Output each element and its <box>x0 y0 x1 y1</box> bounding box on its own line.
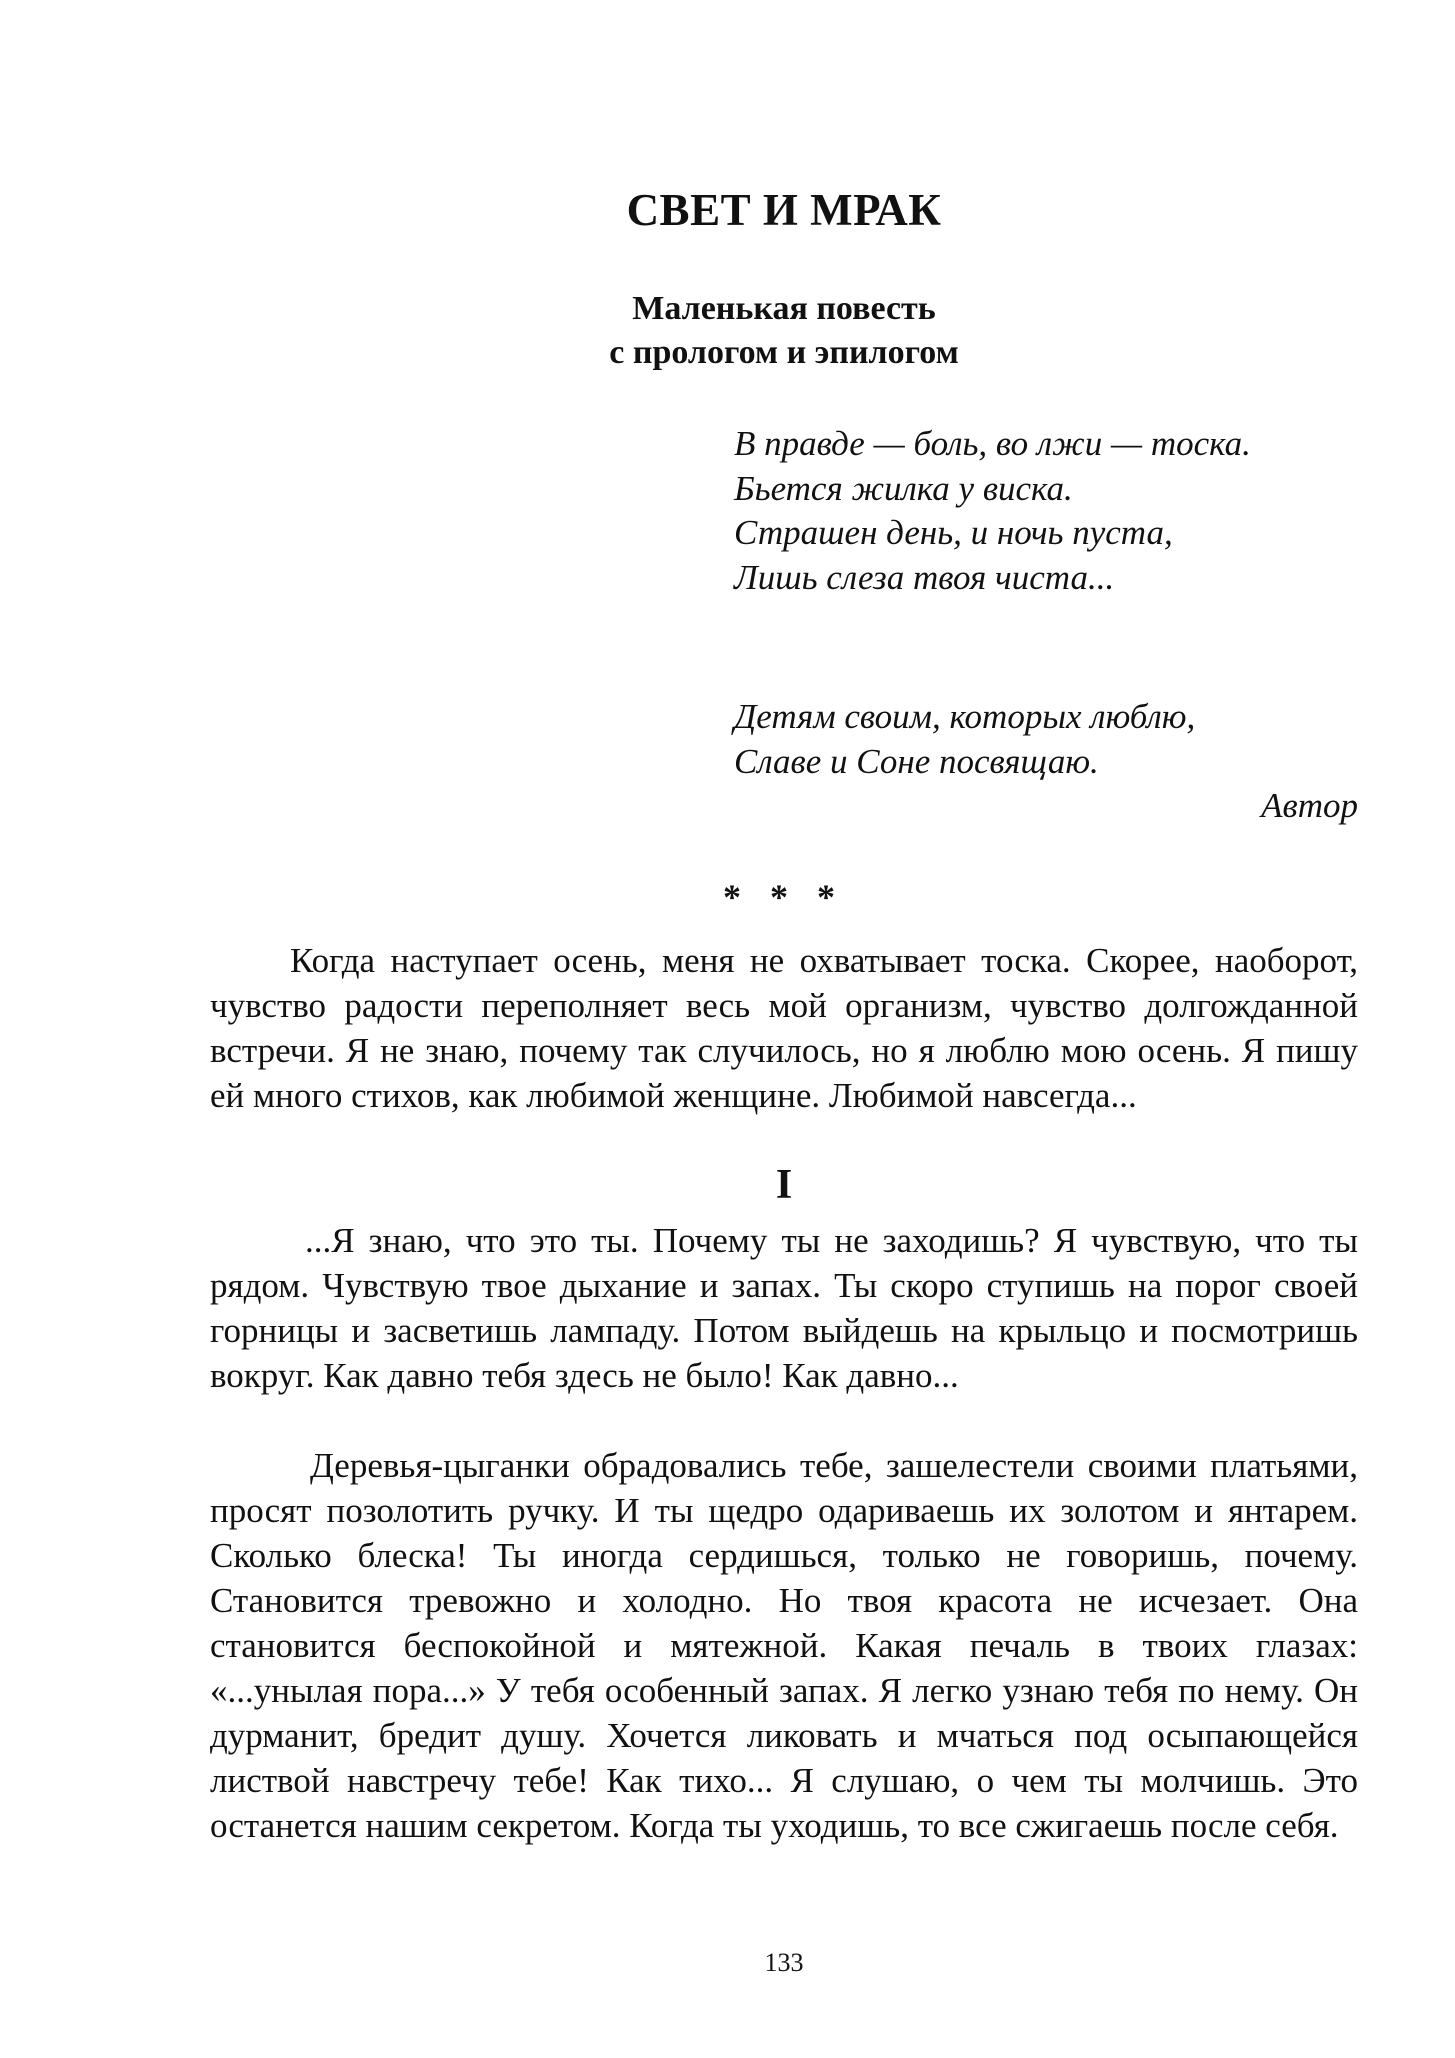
subtitle-line-1: Маленькая повесть <box>632 290 936 327</box>
story-title: СВЕТ И МРАК <box>626 185 942 235</box>
chapter-paragraph-1: ...Я знаю, что это ты. Почему ты не заходишь? Я чувствую, что ты рядом. Чувствую твое дыхание и запах. Ты скоро ступишь на порог своей горницы и засветишь лампаду. Потом выйдешь на крыльцо и посмотришь вокруг. Как давно тебя здесь не было! Как давно... <box>210 1221 1358 1395</box>
epigraph-line: Бьется жилка у виска. <box>734 468 1073 508</box>
dedication-author: Автор <box>1261 786 1358 825</box>
chapter-number: I <box>775 1162 793 1208</box>
story-subtitle <box>0 287 1455 375</box>
chapter-paragraph-2: Деревья-цыганки обрадовались тебе, зашелестели своими платьями, просят позолотить ручку. И ты щедро одариваешь их золотом и янтарем. Сколько блеска! Ты иногда сердишься, только не говоришь, почему. Становится тревожно и холодно. Но твоя красота не исчезает. Она становится беспокойной и мятежной. Какая печаль в твоих глазах: «...унылая пора...» У тебя особенный запах. Я легко узнаю тебя по нему. Он дурманит, бредит душу. Хочется ликовать и мчаться под осыпающейся листвой навстречу тебе! Как тихо... Я слушаю, о чем ты молчишь. Это останется нашим секретом. Когда ты уходишь, то все сжигаешь после себя. <box>210 1446 1358 1845</box>
prologue-paragraph: Когда наступает осень, меня не охватывает тоска. Скорее, наоборот, чувство радости переполняет весь мой организм, чувство долгожданной встречи. Я не знаю, почему так случилось, но я люблю мою осень. Я пишу ей много стихов, как любимой женщине. Любимой навсегда... <box>210 941 1358 1115</box>
section-separator: * * * <box>723 877 845 917</box>
epigraph <box>734 422 1251 600</box>
epigraph-line: Лишь слеза твоя чиста... <box>734 557 1115 597</box>
dedication-line: Славе и Соне посвящаю. <box>734 741 1099 781</box>
dedication <box>734 695 1195 784</box>
epigraph-line: Страшен день, и ночь пуста, <box>734 513 1173 552</box>
dedication-line: Детям своим, которых люблю, <box>734 697 1196 736</box>
subtitle-line-2: с прологом и эпилогом <box>609 334 959 371</box>
epigraph-line: В правде — боль, во лжи — тоска. <box>734 424 1251 463</box>
page-number: 133 <box>764 1948 804 1977</box>
